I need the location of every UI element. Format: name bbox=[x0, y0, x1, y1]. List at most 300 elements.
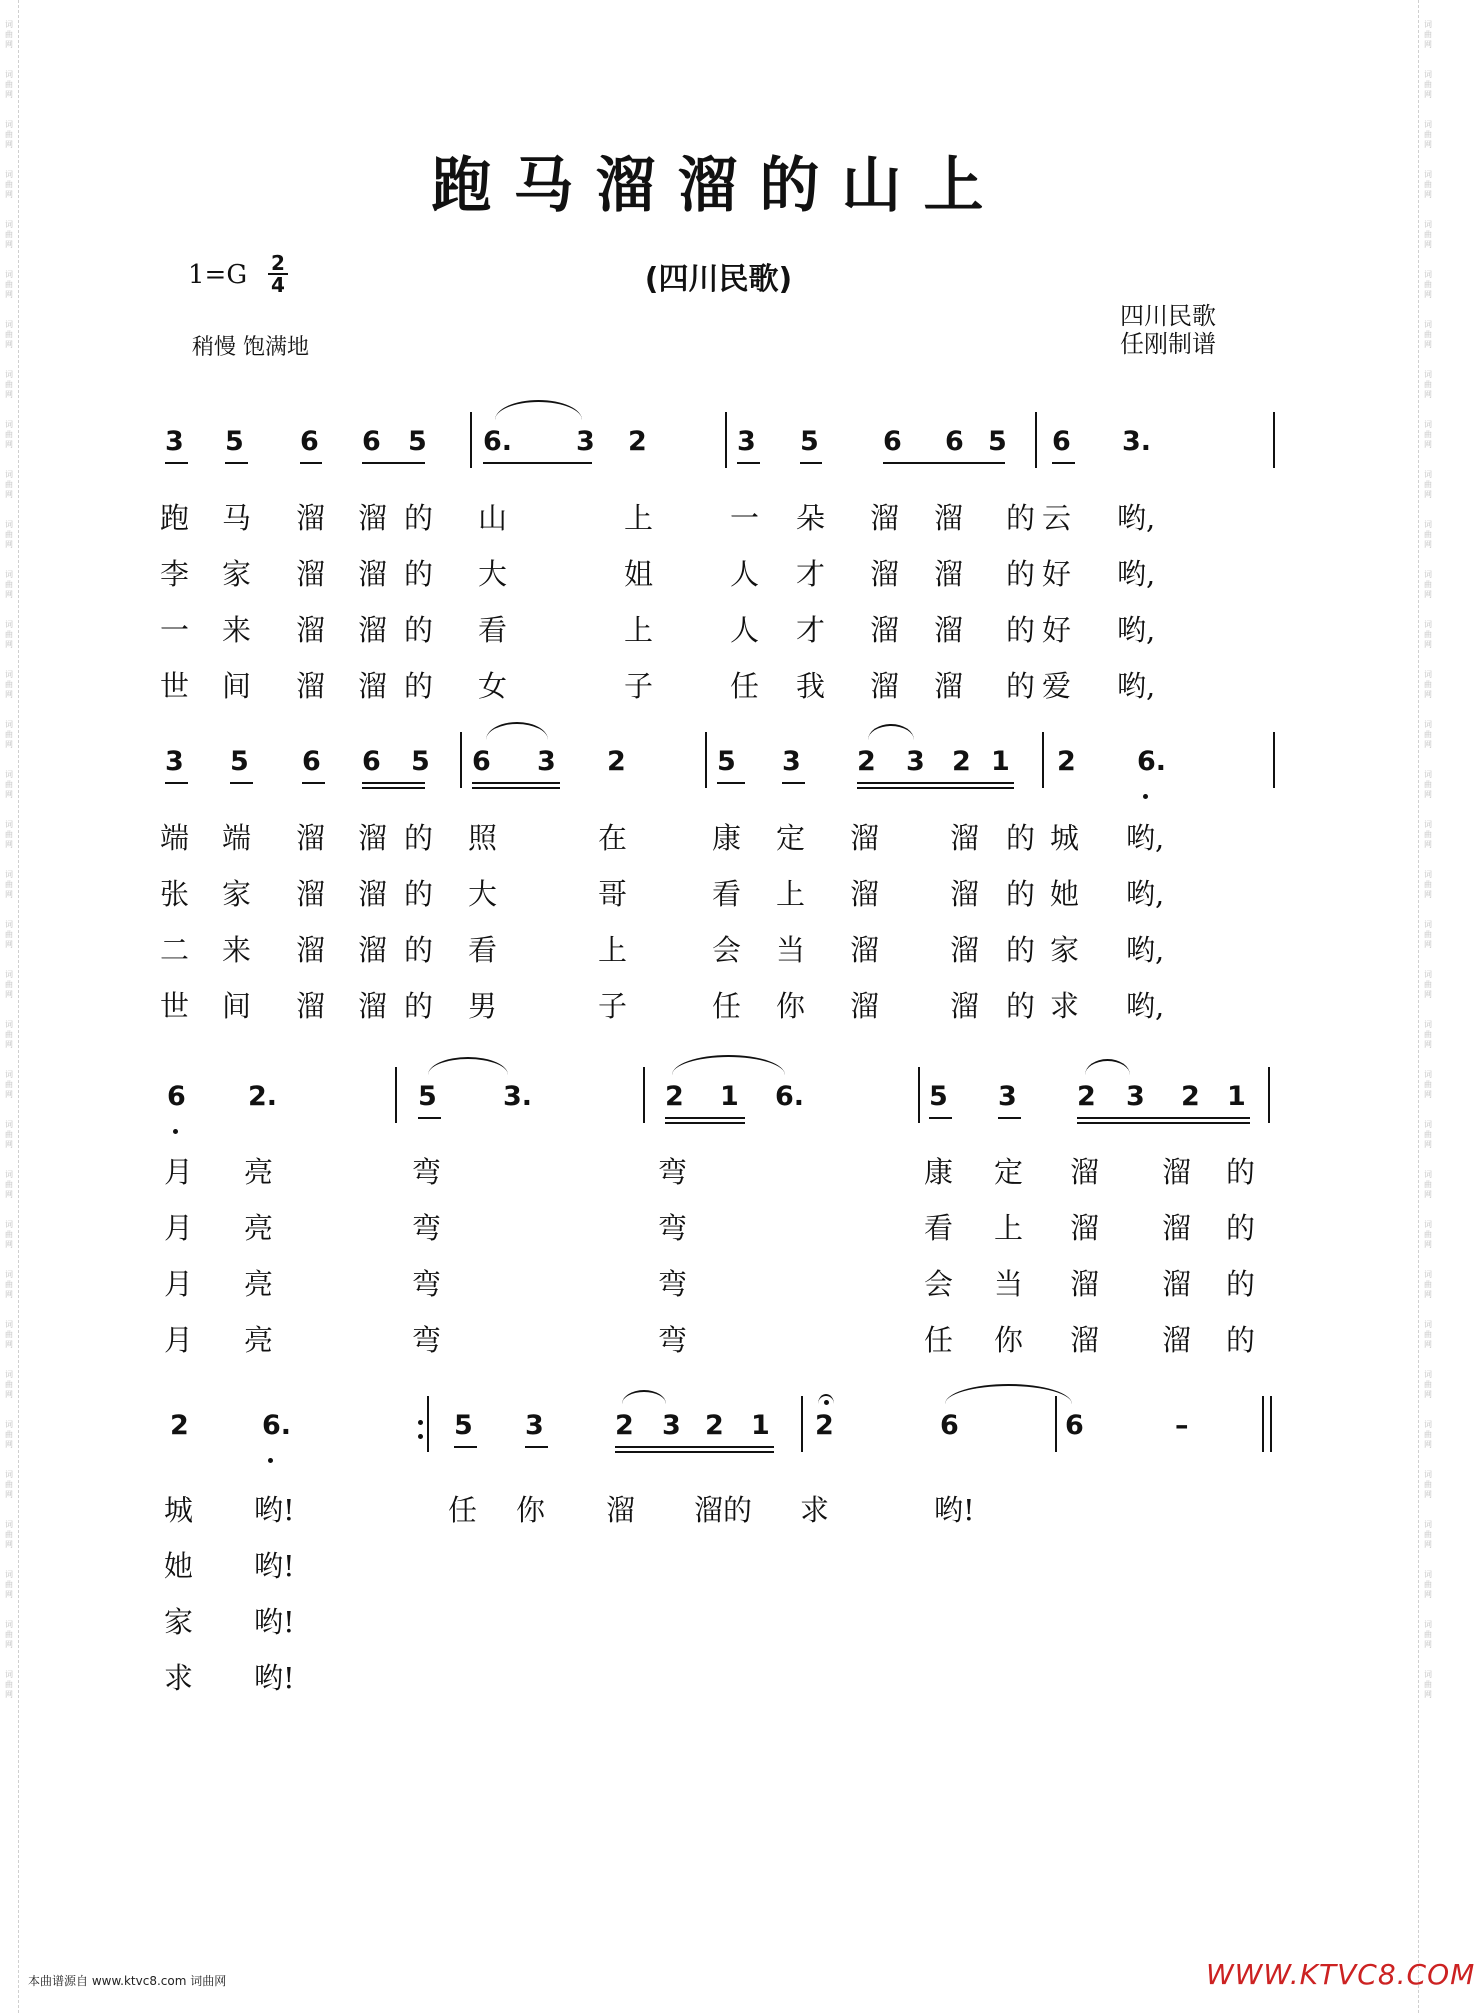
barline-4-3 bbox=[1055, 1396, 1057, 1452]
underline-4-1 bbox=[454, 1446, 477, 1448]
lyric-2-1-11: 溜 bbox=[950, 821, 980, 855]
lyric-2-4-14: 哟, bbox=[1126, 989, 1165, 1023]
lyric-2-3-8: 会 bbox=[712, 933, 742, 967]
lyric-2-4-12: 的 bbox=[1006, 989, 1036, 1023]
barline-4-1 bbox=[427, 1396, 429, 1452]
watermark-mark: 词 曲 网 bbox=[1424, 1220, 1432, 1249]
lyric-2-3-10: 溜 bbox=[850, 933, 880, 967]
lyric-1-2-6: 大 bbox=[478, 557, 508, 591]
lyric-3-1-4: 弯 bbox=[658, 1155, 688, 1189]
lyric-3-3-4: 弯 bbox=[658, 1267, 688, 1301]
watermark-mark: 词 曲 网 bbox=[1424, 120, 1432, 149]
note-4-1: 2 bbox=[170, 1410, 189, 1441]
lyric-1-2-4: 溜 bbox=[358, 557, 388, 591]
watermark-mark: 词 曲 网 bbox=[1424, 370, 1432, 399]
lyric-2-3-5: 的 bbox=[404, 933, 434, 967]
lyric-1-3-4: 溜 bbox=[358, 613, 388, 647]
watermark-mark: 词 曲 网 bbox=[5, 370, 13, 399]
note-1-14: 6 bbox=[1052, 426, 1071, 457]
note-2-7: 3 bbox=[537, 746, 556, 777]
lyric-1-1-5: 的 bbox=[404, 501, 434, 535]
note-3-10: 2 bbox=[1077, 1081, 1096, 1112]
lyric-2-1-7: 在 bbox=[598, 821, 628, 855]
lyric-3-3-2: 亮 bbox=[244, 1267, 274, 1301]
tempo-marking: 稍慢 饱满地 bbox=[192, 335, 309, 360]
barline-2-2 bbox=[705, 732, 707, 788]
lyric-2-4-10: 溜 bbox=[850, 989, 880, 1023]
watermark-mark: 词 曲 网 bbox=[5, 1670, 13, 1699]
slur-2-1 bbox=[486, 722, 548, 740]
lyric-2-1-4: 溜 bbox=[358, 821, 388, 855]
note-2-3: 6 bbox=[302, 746, 321, 777]
watermark-mark: 词 曲 网 bbox=[1424, 1470, 1432, 1499]
barline-3-3 bbox=[918, 1067, 920, 1123]
watermark-mark: 词 曲 网 bbox=[1424, 1170, 1432, 1199]
barline-1-4 bbox=[1273, 412, 1275, 468]
note-3-8: 5 bbox=[929, 1081, 948, 1112]
lyric-3-2-3: 弯 bbox=[412, 1211, 442, 1245]
underline-1-2 bbox=[225, 462, 248, 464]
watermark-mark: 词 曲 网 bbox=[1424, 270, 1432, 299]
watermark-mark: 词 曲 网 bbox=[1424, 1120, 1432, 1149]
lyric-3-1-1: 月 bbox=[164, 1155, 194, 1189]
note-3-6: 1 bbox=[720, 1081, 739, 1112]
footer-source: 本曲谱源自 www.ktvc8.com 词曲网 bbox=[28, 1974, 227, 1988]
lyric-2-4-3: 溜 bbox=[296, 989, 326, 1023]
lyric-3-1-6: 定 bbox=[994, 1155, 1024, 1189]
barline-3-2 bbox=[643, 1067, 645, 1123]
barline-2-4 bbox=[1273, 732, 1275, 788]
note-1-13: 5 bbox=[988, 426, 1007, 457]
watermark-mark: 词 曲 网 bbox=[5, 1270, 13, 1299]
time-signature bbox=[268, 253, 288, 295]
low-octave-dot bbox=[173, 1129, 178, 1134]
lyric-3-3-1: 月 bbox=[164, 1267, 194, 1301]
lyric-2-1-3: 溜 bbox=[296, 821, 326, 855]
lyric-1-3-1: 一 bbox=[160, 613, 190, 647]
lyric-2-4-1: 世 bbox=[160, 989, 190, 1023]
watermark-mark: 词 曲 网 bbox=[1424, 520, 1432, 549]
note-4-7: 2 bbox=[705, 1410, 724, 1441]
lyric-2-1-5: 的 bbox=[404, 821, 434, 855]
note-4-12: – bbox=[1175, 1410, 1189, 1441]
watermark-mark: 词 曲 网 bbox=[1424, 870, 1432, 899]
lyric-2-2-6: 大 bbox=[468, 877, 498, 911]
song-title: 跑马溜溜的山上 bbox=[431, 151, 1006, 221]
underline-2-5 bbox=[472, 782, 560, 784]
lyric-3-2-7: 溜 bbox=[1070, 1211, 1100, 1245]
note-2-4: 6 bbox=[362, 746, 381, 777]
lyric-1-1-1: 跑 bbox=[160, 501, 190, 535]
lyric-2-4-4: 溜 bbox=[358, 989, 388, 1023]
lyric-2-3-4: 溜 bbox=[358, 933, 388, 967]
lyric-4-1-8: 哟! bbox=[934, 1493, 975, 1527]
underline-2-6 bbox=[717, 782, 745, 784]
slur-4-1 bbox=[622, 1390, 666, 1404]
lyric-1-4-3: 溜 bbox=[296, 669, 326, 703]
lyric-2-4-2: 间 bbox=[222, 989, 252, 1023]
lyric-4-1-1: 城 bbox=[164, 1493, 194, 1527]
watermark-mark: 词 曲 网 bbox=[5, 1470, 13, 1499]
watermark-mark: 词 曲 网 bbox=[5, 620, 13, 649]
underline-3-6 bbox=[998, 1117, 1021, 1119]
lyric-2-2-10: 溜 bbox=[850, 877, 880, 911]
note-1-10: 5 bbox=[800, 426, 819, 457]
underline-4-7 bbox=[615, 1446, 774, 1448]
note-3-12: 2 bbox=[1181, 1081, 1200, 1112]
lyric-2-1-1: 端 bbox=[160, 821, 190, 855]
lyric-2-3-11: 溜 bbox=[950, 933, 980, 967]
lyric-1-2-1: 李 bbox=[160, 557, 190, 591]
lyric-4-1-5: 溜 bbox=[606, 1493, 636, 1527]
underline-1-7 bbox=[800, 462, 822, 464]
lyric-1-4-7: 子 bbox=[624, 669, 654, 703]
watermark-mark: 词 曲 网 bbox=[5, 1420, 13, 1449]
lyric-4-1-4: 你 bbox=[516, 1493, 546, 1527]
lyric-4-3-2: 哟! bbox=[254, 1605, 295, 1639]
watermark-mark: 词 曲 网 bbox=[1424, 1520, 1432, 1549]
watermark-mark: 词 曲 网 bbox=[1424, 820, 1432, 849]
lyric-2-4-13: 求 bbox=[1050, 989, 1080, 1023]
slur-3-3 bbox=[1085, 1059, 1130, 1075]
note-3-5: 2 bbox=[665, 1081, 684, 1112]
note-4-8: 1 bbox=[751, 1410, 770, 1441]
lyric-4-1-7: 求 bbox=[800, 1493, 830, 1527]
right-watermark-strip bbox=[1418, 0, 1437, 2013]
note-1-1: 3 bbox=[165, 426, 184, 457]
barline-3-4 bbox=[1268, 1067, 1270, 1123]
lyric-2-2-5: 的 bbox=[404, 877, 434, 911]
time-numerator: 2 bbox=[268, 253, 288, 275]
lyric-3-4-6: 你 bbox=[994, 1323, 1024, 1357]
lyric-1-4-8: 任 bbox=[730, 669, 760, 703]
lyric-2-1-8: 康 bbox=[712, 821, 742, 855]
note-3-2: 2. bbox=[248, 1081, 278, 1112]
note-2-5: 5 bbox=[411, 746, 430, 777]
lyric-1-4-11: 溜 bbox=[934, 669, 964, 703]
credit-origin: 四川民歌 bbox=[1120, 302, 1216, 330]
note-1-4: 6 bbox=[362, 426, 381, 457]
lyric-3-3-6: 当 bbox=[994, 1267, 1024, 1301]
credit-arranger: 任刚制谱 bbox=[1120, 330, 1216, 358]
lyric-4-2-1: 她 bbox=[164, 1549, 194, 1583]
repeat-dot bbox=[418, 1420, 423, 1425]
lyric-3-1-9: 的 bbox=[1226, 1155, 1256, 1189]
lyric-3-1-5: 康 bbox=[924, 1155, 954, 1189]
lyric-2-2-12: 的 bbox=[1006, 877, 1036, 911]
lyric-1-2-12: 的 bbox=[1006, 557, 1036, 591]
underline-3-4 bbox=[665, 1117, 745, 1119]
lyric-3-4-7: 溜 bbox=[1070, 1323, 1100, 1357]
note-3-9: 3 bbox=[998, 1081, 1017, 1112]
lyric-3-4-8: 溜 bbox=[1162, 1323, 1192, 1357]
note-2-13: 2 bbox=[952, 746, 971, 777]
lyric-1-3-12: 的 bbox=[1006, 613, 1036, 647]
note-1-5: 5 bbox=[408, 426, 427, 457]
lyric-3-1-7: 溜 bbox=[1070, 1155, 1100, 1189]
note-2-1: 3 bbox=[165, 746, 184, 777]
note-4-11: 6 bbox=[1065, 1410, 1084, 1441]
underline-2-2 bbox=[230, 782, 253, 784]
watermark-mark: 词 曲 网 bbox=[5, 670, 13, 699]
lyric-3-4-1: 月 bbox=[164, 1323, 194, 1357]
lyric-1-2-2: 家 bbox=[222, 557, 252, 591]
watermark-mark: 词 曲 网 bbox=[5, 1170, 13, 1199]
lyric-1-4-1: 世 bbox=[160, 669, 190, 703]
watermark-mark: 词 曲 网 bbox=[1424, 1420, 1432, 1449]
note-3-7: 6. bbox=[775, 1081, 805, 1112]
underline-3-5 bbox=[929, 1117, 952, 1119]
note-1-2: 5 bbox=[225, 426, 244, 457]
time-denominator: 4 bbox=[271, 273, 285, 297]
watermark-mark: 词 曲 网 bbox=[5, 70, 13, 99]
barline-2-3 bbox=[1042, 732, 1044, 788]
fermata-dot bbox=[824, 1400, 829, 1405]
lyric-2-1-14: 哟, bbox=[1126, 821, 1165, 855]
underline-1-3 bbox=[300, 462, 322, 464]
lyric-1-2-3: 溜 bbox=[296, 557, 326, 591]
lyric-1-3-8: 人 bbox=[730, 613, 760, 647]
lyric-3-4-3: 弯 bbox=[412, 1323, 442, 1357]
lyric-2-1-9: 定 bbox=[776, 821, 806, 855]
lyric-1-3-14: 哟, bbox=[1117, 613, 1156, 647]
watermark-mark: 词 曲 网 bbox=[5, 870, 13, 899]
lyric-2-2-8: 看 bbox=[712, 877, 742, 911]
underline-1-5 bbox=[483, 462, 592, 464]
note-4-10: 6 bbox=[940, 1410, 959, 1441]
song-subtitle: (四川民歌) bbox=[644, 262, 793, 297]
lyric-3-1-8: 溜 bbox=[1162, 1155, 1192, 1189]
note-2-11: 2 bbox=[857, 746, 876, 777]
lyric-2-4-7: 子 bbox=[598, 989, 628, 1023]
lyric-3-1-3: 弯 bbox=[412, 1155, 442, 1189]
watermark-mark: 词 曲 网 bbox=[5, 1320, 13, 1349]
watermark-mark: 词 曲 网 bbox=[5, 170, 13, 199]
lyric-2-2-2: 家 bbox=[222, 877, 252, 911]
watermark-mark: 词 曲 网 bbox=[1424, 570, 1432, 599]
lyric-1-1-9: 朵 bbox=[796, 501, 826, 535]
lyric-1-3-10: 溜 bbox=[870, 613, 900, 647]
lyric-1-1-4: 溜 bbox=[358, 501, 388, 535]
note-2-16: 6. bbox=[1137, 746, 1167, 777]
watermark-mark: 词 曲 网 bbox=[5, 1120, 13, 1149]
lyric-3-1-2: 亮 bbox=[244, 1155, 274, 1189]
watermark-mark: 词 曲 网 bbox=[1424, 1020, 1432, 1049]
underline-double-4-7 bbox=[615, 1451, 774, 1453]
watermark-mark: 词 曲 网 bbox=[1424, 970, 1432, 999]
barline-1-2 bbox=[725, 412, 727, 468]
note-3-1: 6 bbox=[167, 1081, 186, 1112]
watermark-mark: 词 曲 网 bbox=[5, 1570, 13, 1599]
lyric-2-2-14: 哟, bbox=[1126, 877, 1165, 911]
watermark-mark: 词 曲 网 bbox=[1424, 1070, 1432, 1099]
underline-double-2-4 bbox=[362, 787, 425, 789]
watermark-mark: 词 曲 网 bbox=[1424, 1370, 1432, 1399]
slur-3-2 bbox=[672, 1055, 785, 1075]
lyric-1-4-9: 我 bbox=[796, 669, 826, 703]
watermark-mark: 词 曲 网 bbox=[1424, 170, 1432, 199]
note-3-3: 5 bbox=[418, 1081, 437, 1112]
lyric-3-3-3: 弯 bbox=[412, 1267, 442, 1301]
watermark-mark: 词 曲 网 bbox=[5, 420, 13, 449]
watermark-mark: 词 曲 网 bbox=[1424, 1570, 1432, 1599]
watermark-mark: 词 曲 网 bbox=[1424, 1270, 1432, 1299]
underline-3-11 bbox=[1077, 1117, 1250, 1119]
slur-1-1 bbox=[495, 400, 582, 420]
repeat-dot bbox=[418, 1434, 423, 1439]
watermark-mark: 词 曲 网 bbox=[1424, 320, 1432, 349]
watermark-mark: 词 曲 网 bbox=[5, 1220, 13, 1249]
lyric-1-1-11: 溜 bbox=[934, 501, 964, 535]
lyric-3-2-4: 弯 bbox=[658, 1211, 688, 1245]
lyric-2-2-13: 她 bbox=[1050, 877, 1080, 911]
key-signature: 1=G bbox=[188, 260, 248, 290]
lyric-2-2-4: 溜 bbox=[358, 877, 388, 911]
underline-double-2-5 bbox=[472, 787, 560, 789]
lyric-1-4-6: 女 bbox=[478, 669, 508, 703]
slur-4-2 bbox=[945, 1384, 1072, 1404]
underline-2-1 bbox=[165, 782, 188, 784]
watermark-mark: 词 曲 网 bbox=[1424, 920, 1432, 949]
lyric-4-1-2: 哟! bbox=[254, 1493, 295, 1527]
lyric-1-2-8: 人 bbox=[730, 557, 760, 591]
note-3-11: 3 bbox=[1126, 1081, 1145, 1112]
lyric-1-1-6: 山 bbox=[478, 501, 508, 535]
underline-double-3-11 bbox=[1077, 1122, 1250, 1124]
watermark-mark: 词 曲 网 bbox=[1424, 1670, 1432, 1699]
lyric-4-2-2: 哟! bbox=[254, 1549, 295, 1583]
lyric-1-3-2: 来 bbox=[222, 613, 252, 647]
lyric-3-2-9: 的 bbox=[1226, 1211, 1256, 1245]
note-1-9: 3 bbox=[737, 426, 756, 457]
lyric-1-2-10: 溜 bbox=[870, 557, 900, 591]
lyric-1-1-12: 的 bbox=[1006, 501, 1036, 535]
lyric-3-4-9: 的 bbox=[1226, 1323, 1256, 1357]
lyric-2-3-12: 的 bbox=[1006, 933, 1036, 967]
lyric-2-1-10: 溜 bbox=[850, 821, 880, 855]
lyric-2-3-13: 家 bbox=[1050, 933, 1080, 967]
watermark-mark: 词 曲 网 bbox=[1424, 220, 1432, 249]
watermark-mark: 词 曲 网 bbox=[5, 320, 13, 349]
lyric-1-4-10: 溜 bbox=[870, 669, 900, 703]
note-4-9: 2 bbox=[815, 1410, 834, 1441]
lyric-1-2-5: 的 bbox=[404, 557, 434, 591]
lyric-1-4-13: 爱 bbox=[1042, 669, 1072, 703]
underline-double-3-4 bbox=[665, 1122, 745, 1124]
lyric-1-1-10: 溜 bbox=[870, 501, 900, 535]
note-2-8: 2 bbox=[607, 746, 626, 777]
note-4-6: 3 bbox=[662, 1410, 681, 1441]
note-3-13: 1 bbox=[1227, 1081, 1246, 1112]
barline-4-5 bbox=[1270, 1396, 1272, 1452]
lyric-1-2-13: 好 bbox=[1042, 557, 1072, 591]
lyric-3-2-6: 上 bbox=[994, 1211, 1024, 1245]
watermark-mark: 词 曲 网 bbox=[5, 1620, 13, 1649]
watermark-mark: 词 曲 网 bbox=[5, 1370, 13, 1399]
lyric-2-4-6: 男 bbox=[468, 989, 498, 1023]
note-4-3: 5 bbox=[454, 1410, 473, 1441]
barline-2-1 bbox=[460, 732, 462, 788]
lyric-1-2-7: 姐 bbox=[624, 557, 654, 591]
lyric-3-2-2: 亮 bbox=[244, 1211, 274, 1245]
note-1-6: 6. bbox=[483, 426, 513, 457]
lyric-2-2-7: 哥 bbox=[598, 877, 628, 911]
underline-1-10 bbox=[1052, 462, 1075, 464]
watermark-mark: 词 曲 网 bbox=[5, 20, 13, 49]
underline-1-1 bbox=[165, 462, 188, 464]
barline-4-2 bbox=[801, 1396, 803, 1452]
watermark-mark: 词 曲 网 bbox=[5, 1520, 13, 1549]
lyric-1-3-11: 溜 bbox=[934, 613, 964, 647]
lyric-4-4-2: 哟! bbox=[254, 1661, 295, 1695]
lyric-3-3-7: 溜 bbox=[1070, 1267, 1100, 1301]
lyric-4-1-3: 任 bbox=[448, 1493, 478, 1527]
lyric-2-3-6: 看 bbox=[468, 933, 498, 967]
note-4-5: 2 bbox=[615, 1410, 634, 1441]
barline-1-3 bbox=[1035, 412, 1037, 468]
watermark-mark: 词 曲 网 bbox=[1424, 720, 1432, 749]
note-1-7: 3 bbox=[576, 426, 595, 457]
watermark-mark: 词 曲 网 bbox=[5, 570, 13, 599]
underline-1-9 bbox=[945, 462, 1005, 464]
note-1-11: 6 bbox=[883, 426, 902, 457]
barline-1-1 bbox=[470, 412, 472, 468]
watermark-mark: 词 曲 网 bbox=[1424, 420, 1432, 449]
lyric-2-4-5: 的 bbox=[404, 989, 434, 1023]
note-1-12: 6 bbox=[945, 426, 964, 457]
watermark-mark: 词 曲 网 bbox=[5, 770, 13, 799]
lyric-1-1-13: 云 bbox=[1042, 501, 1072, 535]
lyric-3-4-5: 任 bbox=[924, 1323, 954, 1357]
low-octave-dot bbox=[268, 1458, 273, 1463]
site-logo: WWW.KTVC8.COM bbox=[1206, 1958, 1475, 1991]
note-2-10: 3 bbox=[782, 746, 801, 777]
watermark-mark: 词 曲 网 bbox=[5, 970, 13, 999]
lyric-1-1-8: 一 bbox=[730, 501, 760, 535]
lyric-3-3-5: 会 bbox=[924, 1267, 954, 1301]
lyric-2-3-2: 来 bbox=[222, 933, 252, 967]
lyric-2-4-11: 溜 bbox=[950, 989, 980, 1023]
lyric-1-1-7: 上 bbox=[624, 501, 654, 535]
lyric-2-2-3: 溜 bbox=[296, 877, 326, 911]
lyric-1-3-7: 上 bbox=[624, 613, 654, 647]
watermark-mark: 词 曲 网 bbox=[1424, 770, 1432, 799]
lyric-3-4-4: 弯 bbox=[658, 1323, 688, 1357]
lyric-4-4-1: 求 bbox=[164, 1661, 194, 1695]
lyric-1-1-14: 哟, bbox=[1117, 501, 1156, 535]
underline-3-1 bbox=[418, 1117, 441, 1119]
note-2-12: 3 bbox=[906, 746, 925, 777]
left-watermark-strip bbox=[0, 0, 19, 2013]
lyric-1-4-5: 的 bbox=[404, 669, 434, 703]
watermark-mark: 词 曲 网 bbox=[5, 720, 13, 749]
underline-1-4 bbox=[362, 462, 425, 464]
lyric-1-4-12: 的 bbox=[1006, 669, 1036, 703]
note-4-4: 3 bbox=[525, 1410, 544, 1441]
barline-4-4 bbox=[1262, 1396, 1264, 1452]
watermark-mark: 词 曲 网 bbox=[5, 270, 13, 299]
underline-1-8 bbox=[883, 462, 945, 464]
note-2-6: 6 bbox=[472, 746, 491, 777]
lyric-1-1-3: 溜 bbox=[296, 501, 326, 535]
lyric-2-3-7: 上 bbox=[598, 933, 628, 967]
watermark-mark: 词 曲 网 bbox=[5, 520, 13, 549]
lyric-3-4-2: 亮 bbox=[244, 1323, 274, 1357]
watermark-mark: 词 曲 网 bbox=[5, 920, 13, 949]
lyric-2-3-1: 二 bbox=[160, 933, 190, 967]
lyric-2-2-1: 张 bbox=[160, 877, 190, 911]
watermark-mark: 词 曲 网 bbox=[5, 470, 13, 499]
